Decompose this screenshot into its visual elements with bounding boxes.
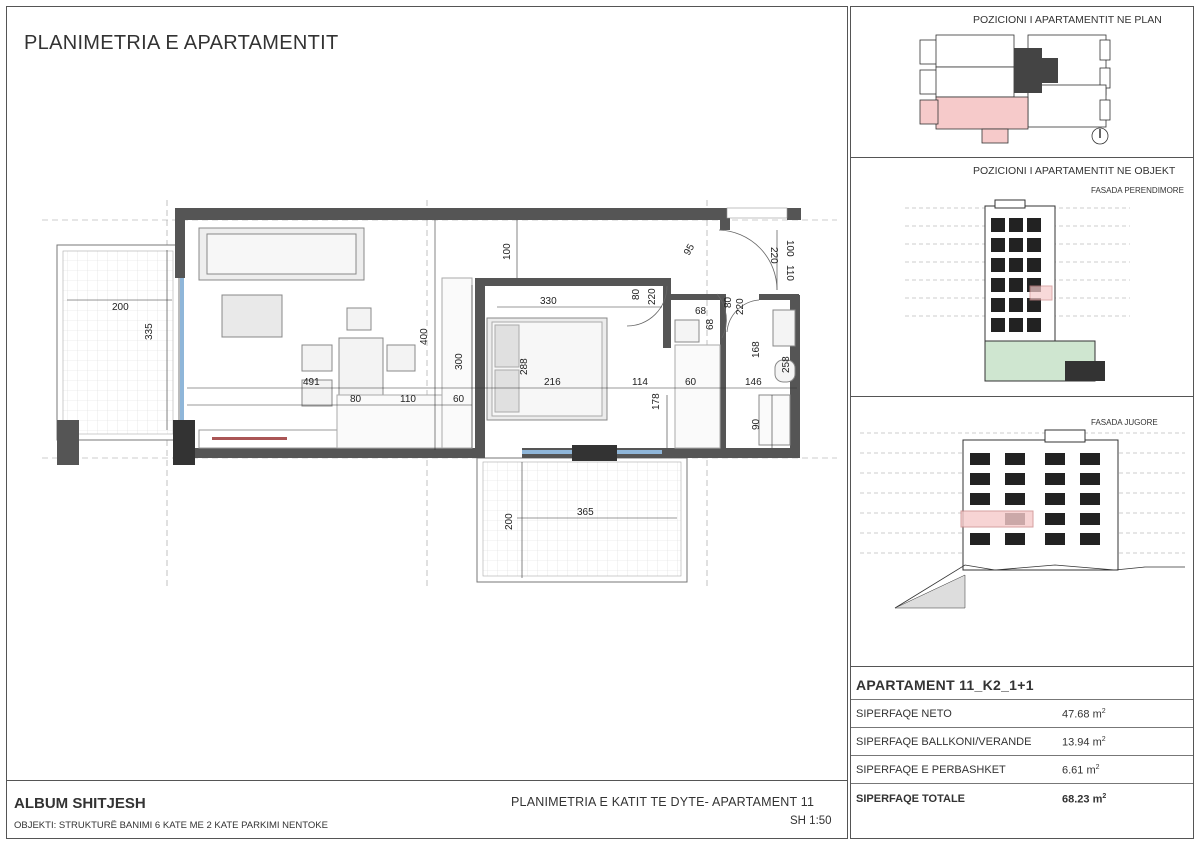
dim-80: 80 (350, 394, 362, 405)
album-title: ALBUM SHITJESH (14, 795, 146, 812)
dim-door-220a: 220 (647, 288, 658, 305)
dim-door-95: 95 (682, 242, 698, 258)
apartment-title: APARTAMENT 11_K2_1+1 (856, 677, 1034, 693)
dim-bath-68a: 68 (695, 306, 707, 317)
dim-door-80a: 80 (631, 288, 642, 300)
table-divider (851, 727, 1193, 728)
table-divider (851, 699, 1193, 700)
area-row-total-label: SIPERFAQE TOTALE (856, 793, 965, 805)
area-row-common-value: 6.61 $m^2$ (1062, 764, 1100, 777)
object-position-caption: POZICIONI I APARTAMENTIT NE OBJEKT (973, 165, 1176, 177)
dim-178: 178 (651, 393, 662, 410)
area-row-balcony-value: 13.94 $m^2$ (1062, 736, 1106, 749)
dim-bedroom-width: 330 (540, 296, 557, 307)
dim-south-balcony-width: 365 (577, 507, 594, 518)
dim-entry-100: 100 (784, 240, 795, 257)
dim-living-length: 491 (303, 377, 320, 388)
west-facade (905, 196, 1130, 384)
side-divider (851, 396, 1193, 397)
dim-door-80b: 80 (723, 296, 734, 308)
dining-set (302, 308, 415, 406)
dim-110: 110 (400, 394, 416, 405)
object-description: OBJEKTI: STRUKTURË BANIMI 6 KATE ME 2 KATE PARKIMI NENTOKE (14, 820, 328, 831)
area-row-neto-value: 47.68 $m^2$ (1062, 708, 1106, 721)
scale-label: SH 1:50 (790, 815, 832, 827)
dim-90: 90 (751, 418, 762, 430)
dim-bed-height: 288 (519, 358, 530, 375)
dim-south-balcony-depth: 200 (504, 513, 515, 530)
south-facade-caption: FASADA JUGORE (1091, 418, 1158, 427)
dim-entry-220: 220 (768, 247, 779, 264)
south-facade (855, 425, 1190, 615)
position-in-plan (918, 30, 1118, 152)
footer-divider (7, 780, 848, 781)
side-divider (851, 666, 1193, 667)
bed (487, 318, 607, 420)
area-row-neto-label: SIPERFAQE NETO (856, 708, 952, 720)
dim-60b: 60 (685, 377, 697, 388)
dim-balcony-west-width: 200 (112, 302, 129, 313)
table-divider (851, 755, 1193, 756)
floor-title: PLANIMETRIA E KATIT TE DYTE- APARTAMENT 11 (511, 795, 815, 809)
plan-position-caption: POZICIONI I APARTAMENTIT NE PLAN (973, 14, 1162, 26)
area-row-balcony-label: SIPERFAQE BALLKONI/VERANDE (856, 736, 1032, 748)
dim-balcony-west-height: 335 (144, 323, 155, 340)
west-balcony (57, 245, 179, 465)
dim-door-220b: 220 (735, 298, 746, 315)
sofa (199, 228, 364, 280)
dim-bed-length: 216 (544, 377, 561, 388)
page-title: PLANIMETRIA E APARTAMENTIT (24, 32, 339, 54)
dim-60a: 60 (453, 394, 465, 405)
dim-bath-68b: 68 (705, 318, 716, 330)
area-row-total-value: 68.23 $m^2$ (1062, 793, 1107, 806)
dim-entry-110: 110 (784, 265, 795, 281)
side-divider (851, 157, 1193, 158)
dim-bath-258: 258 (781, 356, 792, 373)
closet (675, 345, 720, 448)
dim-corridor-top: 100 (502, 243, 513, 260)
dim-living-depth: 400 (419, 328, 430, 345)
dim-bath-168: 168 (751, 341, 762, 358)
table-divider (851, 783, 1193, 784)
dim-bedroom-depth: 300 (454, 353, 465, 370)
floor-plan (7, 190, 847, 600)
coffee-table (222, 295, 282, 337)
west-facade-caption: FASADA PERENDIMORE (1091, 186, 1184, 195)
area-row-common-label: SIPERFAQE E PERBASHKET (856, 764, 1006, 776)
dim-146: 146 (745, 377, 762, 388)
dim-114: 114 (632, 377, 648, 388)
